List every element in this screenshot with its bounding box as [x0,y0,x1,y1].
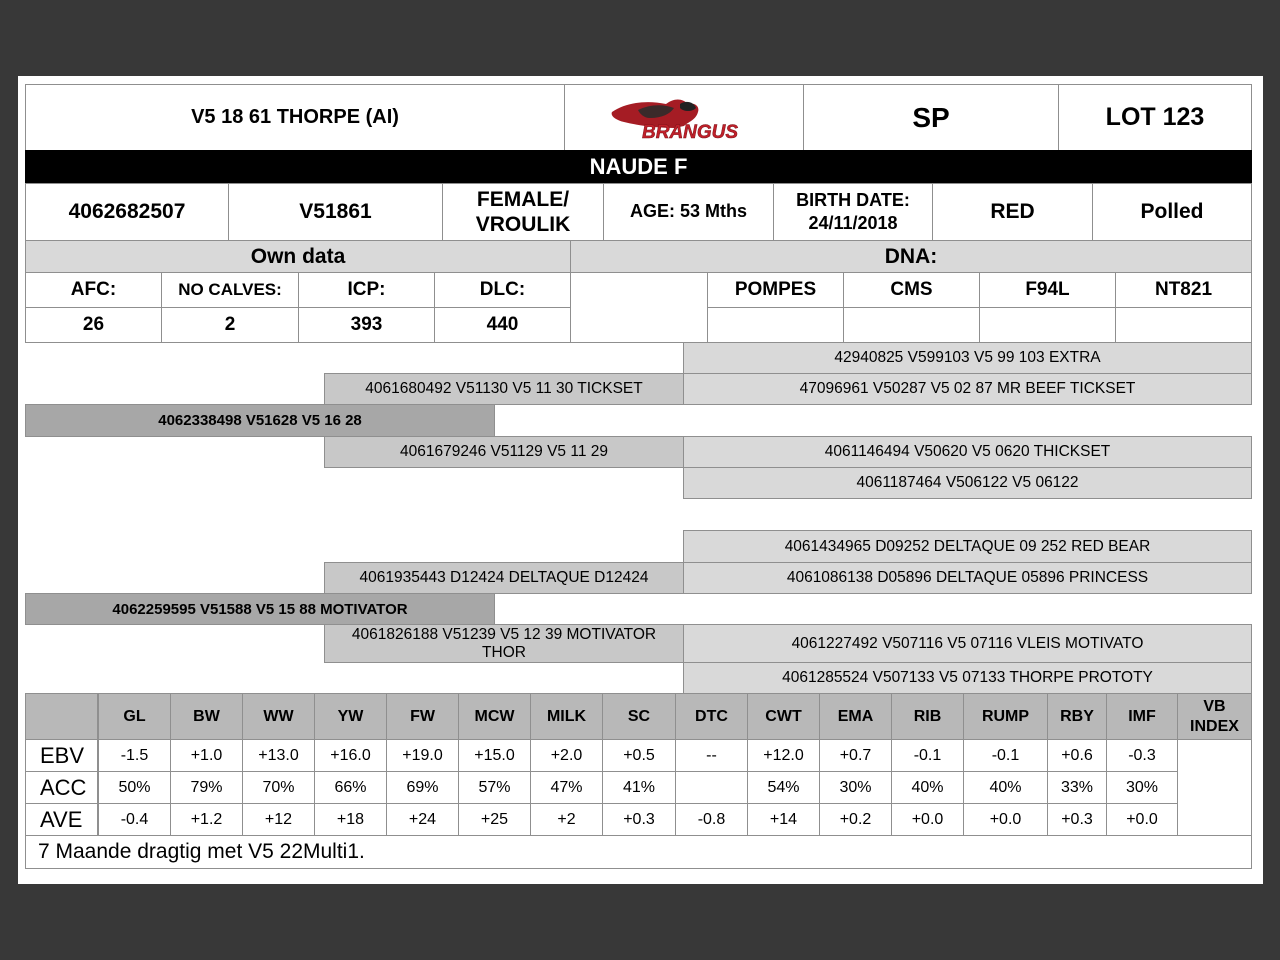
ave-rby-cell: +0.3 [1047,803,1107,836]
ebv-mcw-cell: +15.0 [458,739,531,772]
ave-imf-cell: +0.0 [1106,803,1178,836]
col-header-gl: GL [98,693,171,740]
dlc-label: DLC: [434,272,571,308]
ebv-sc-cell: +0.5 [602,739,676,772]
col-header-rby: RBY [1047,693,1107,740]
acc-rib-cell: 40% [891,771,964,804]
ave-cwt-cell: +14 [747,803,820,836]
col-header-milk: MILK [530,693,603,740]
sire-dam: 4061679246 V51129 V5 11 29 [324,436,684,468]
ave-ema-cell: +0.2 [819,803,892,836]
dna-pompes-label: POMPES [707,272,844,308]
acc-bw-cell: 79% [170,771,243,804]
colour: RED [932,183,1093,241]
ave-fw-cell: +24 [386,803,459,836]
grade: SP [803,84,1059,151]
age: AGE: 53 Mths [603,183,774,241]
bull-logo-icon [604,92,764,144]
ebv-rby-cell: +0.6 [1047,739,1107,772]
dna-cms-label: CMS [843,272,980,308]
col-header-dtc: DTC [675,693,748,740]
ave-yw-cell: +18 [314,803,387,836]
col-header-yw: YW [314,693,387,740]
acc-mcw-cell: 57% [458,771,531,804]
dna-blank [570,272,708,343]
ave-rib-cell: +0.0 [891,803,964,836]
no-calves-value: 2 [161,307,299,343]
dna-title: DNA: [570,240,1252,273]
afc-label: AFC: [25,272,162,308]
dna-nt821-label: NT821 [1115,272,1252,308]
ave-bw-cell: +1.2 [170,803,243,836]
lot-number: LOT 123 [1058,84,1252,151]
sex-line1: FEMALE/ [476,187,570,211]
ebv-gl-cell: -1.5 [98,739,171,772]
ave-sc-cell: +0.3 [602,803,676,836]
horn-status: Polled [1092,183,1252,241]
sex [442,183,604,241]
dam: 4062259595 V51588 V5 15 88 MOTIVATOR [25,593,495,625]
ebv-ww-cell: +13.0 [242,739,315,772]
herd-code: V51861 [228,183,443,241]
ave-dtc-cell: -0.8 [675,803,748,836]
vb-index-line1: VB [1203,697,1226,715]
icp-label: ICP: [298,272,435,308]
ebv-rib-cell: -0.1 [891,739,964,772]
id-number: 4062682507 [25,183,229,241]
col-header-cwt: CWT [747,693,820,740]
ave-ww-cell: +12 [242,803,315,836]
sire-dam-dam: 4061187464 V506122 V5 06122 [683,467,1252,499]
vb-index-header [1177,693,1252,740]
pregnancy-note: 7 Maande dragtig met V5 22Multi1. [25,835,1252,869]
acc-milk-cell: 47% [530,771,603,804]
col-header-ema: EMA [819,693,892,740]
acc-gl-cell: 50% [98,771,171,804]
ebv-ema-cell: +0.7 [819,739,892,772]
row-label-ebv: EBV [25,739,98,772]
col-header-sc: SC [602,693,676,740]
animal-name: V5 18 61 THORPE (AI) [25,84,565,151]
dam-sire-sire: 4061434965 D09252 DELTAQUE 09 252 RED BEAR [683,530,1252,563]
acc-ema-cell: 30% [819,771,892,804]
sex-line2: VROULIK [475,213,571,236]
acc-dtc-cell [675,771,748,804]
row-label-ave: AVE [25,803,98,836]
sire: 4062338498 V51628 V5 16 28 [25,404,495,437]
birth-date-cell [773,183,933,241]
dna-f94l-value [979,307,1116,343]
ebv-corner [25,693,98,740]
acc-ww-cell: 70% [242,771,315,804]
ave-milk-cell: +2 [530,803,603,836]
ave-mcw-cell: +25 [458,803,531,836]
dna-cms-value [843,307,980,343]
dna-f94l-label: F94L [979,272,1116,308]
ave-gl-cell: -0.4 [98,803,171,836]
ebv-imf-cell: -0.3 [1106,739,1178,772]
sire-sire-sire: 42940825 V599103 V5 99 103 EXTRA [683,342,1252,374]
own-data-title: Own data [25,240,571,273]
col-header-rib: RIB [891,693,964,740]
row-label-acc: ACC [25,771,98,804]
dlc-value: 440 [434,307,571,343]
acc-sc-cell: 41% [602,771,676,804]
brangus-logo [564,84,804,151]
vb-index-value [1177,739,1252,836]
afc-value: 26 [25,307,162,343]
acc-rump-cell: 40% [963,771,1048,804]
dna-nt821-value [1115,307,1252,343]
ebv-cwt-cell: +12.0 [747,739,820,772]
dam-dam: 4061826188 V51239 V5 12 39 MOTIVATOR THOR [324,624,684,663]
sire-sire-dam: 47096961 V50287 V5 02 87 MR BEEF TICKSET [683,373,1252,405]
ebv-fw-cell: +19.0 [386,739,459,772]
logo-text: BRANGUS [642,121,739,143]
birth-date: 24/11/2018 [808,213,898,233]
icp-value: 393 [298,307,435,343]
col-header-rump: RUMP [963,693,1048,740]
ebv-bw-cell: +1.0 [170,739,243,772]
acc-fw-cell: 69% [386,771,459,804]
dam-dam-dam: 4061285524 V507133 V5 07133 THORPE PROTOTY [683,662,1252,694]
owner-name: NAUDE F [25,150,1252,184]
no-calves-label: NO CALVES: [161,272,299,308]
col-header-ww: WW [242,693,315,740]
acc-rby-cell: 33% [1047,771,1107,804]
sire-sire: 4061680492 V51130 V5 11 30 TICKSET [324,373,684,405]
sire-dam-sire: 4061146494 V50620 V5 0620 THICKSET [683,436,1252,468]
dna-pompes-value [707,307,844,343]
birth-date-label: BIRTH DATE: [796,189,910,210]
vb-index-line2: INDEX [1190,717,1239,735]
ave-rump-cell: +0.0 [963,803,1048,836]
ebv-rump-cell: -0.1 [963,739,1048,772]
ebv-yw-cell: +16.0 [314,739,387,772]
acc-imf-cell: 30% [1106,771,1178,804]
col-header-fw: FW [386,693,459,740]
col-header-mcw: MCW [458,693,531,740]
dam-sire-dam: 4061086138 D05896 DELTAQUE 05896 PRINCESS [683,562,1252,594]
ebv-dtc-cell: -- [675,739,748,772]
dam-sire: 4061935443 D12424 DELTAQUE D12424 [324,562,684,594]
acc-yw-cell: 66% [314,771,387,804]
col-header-imf: IMF [1106,693,1178,740]
col-header-bw: BW [170,693,243,740]
acc-cwt-cell: 54% [747,771,820,804]
ebv-milk-cell: +2.0 [530,739,603,772]
dam-dam-sire: 4061227492 V507116 V5 07116 VLEIS MOTIVATO [683,624,1252,663]
